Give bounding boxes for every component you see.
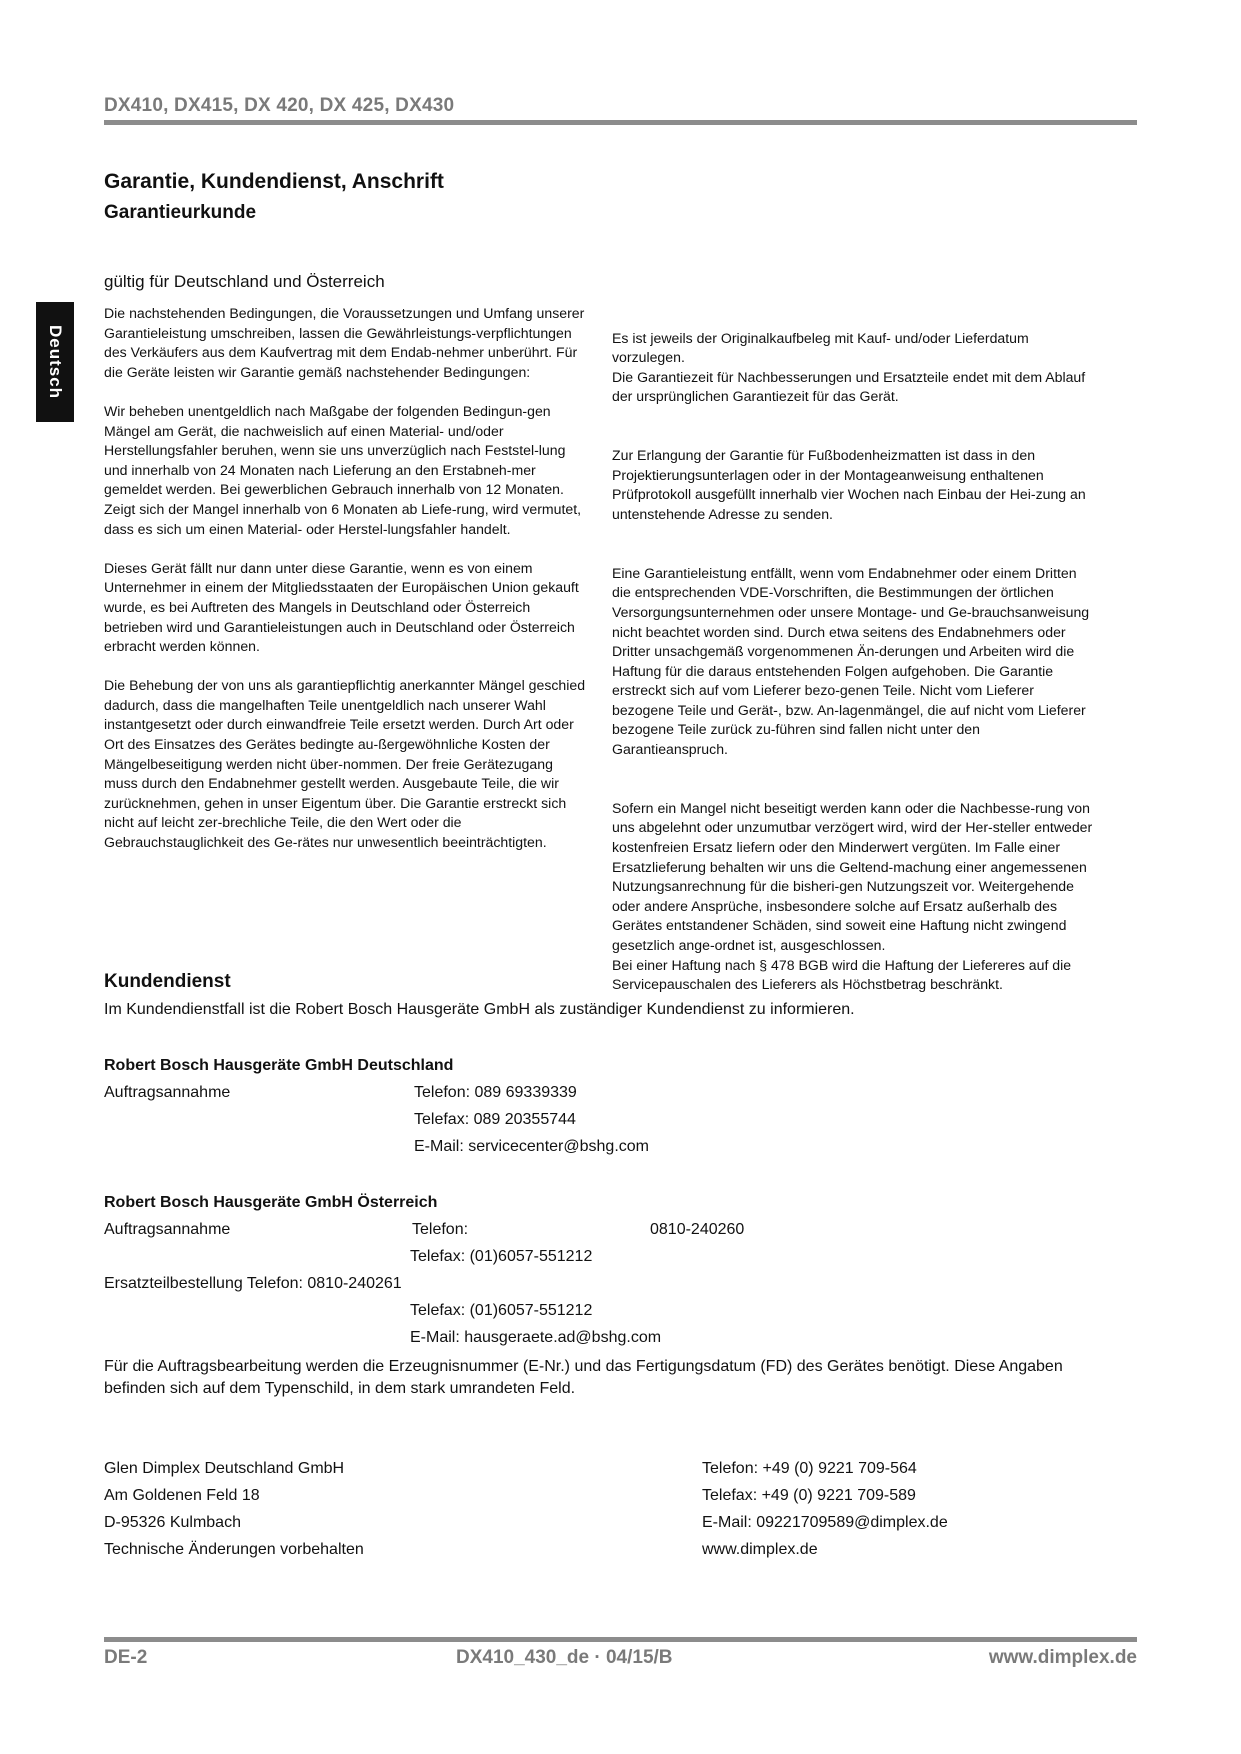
language-side-tab (36, 302, 74, 422)
manufacturer-contact (702, 1455, 948, 1563)
manufacturer-address (104, 1455, 364, 1563)
warranty-paragraph: Eine Garantieleistung entfällt, wenn vom Endabnehmer oder einem Dritten die entsprechenden VDE-Vorschriften, die Bestimmungen der örtlichen Versorgungsunternehmen oder unsere Montage- und Ge-brauchsanweisung nicht beachtet worden sind. Durch etwa seitens des Endabnehmers oder Dritter unsachgemäß vorgenommenen Än-derungen und Arbeiten wird die Haftung für die daraus entstehenden Folgen aufgehoben. Die Garantie erstreckt sich auf vom Lieferer bezo-genen Teile. Nicht vom Lieferer bezogene Teile und Gerät-, bzw. An-lagenmängel, die auf nicht vom Lieferer bezogene Teile zurück zu-führen sind fallen nicht unter den Garantieanspruch. (612, 564, 1090, 758)
bosch-at-phone-label: Telefon: (412, 1221, 469, 1238)
bosch-de-order-label: Auftragsannahme (104, 1084, 231, 1101)
bosch-at-spare-parts: Ersatzteilbestellung Telefon: 0810-240261 (104, 1275, 402, 1292)
type-plate-note: Für die Auftragsbearbeitung werden die Erzeugnisnummer (E-Nr.) und das Fertigungsdatum (FD) des Gerätes benötigt. Diese Angaben befinden sich auf dem Typenschild, in dem stark umrandeten Feld. (104, 1358, 1063, 1397)
language-tab-label: Deutsch (46, 324, 65, 400)
warranty-paragraph: Wir beheben unentgeldlich nach Maßgabe der folgenden Bedingun-gen Mängel am Gerät, die nachweislich auf einen Material- und/oder Herstellungsfahler beruhen, wenn sie uns unverzüglich nach Feststel-lung und innerhalb von 24 Monaten nach Lieferung an den Erstabneh-mer gemeldet werden. Bei gewerblichen Gebrauch innerhalb von 12 Monaten. Zeigt sich der Mangel innerhalb von 6 Monaten ab Liefe-rung, wird vermutet, dass es sich um einen Material- oder Herstel-lungsfahler handelt. (104, 402, 582, 537)
company-city: D-95326 Kulmbach (104, 1514, 241, 1531)
bosch-at-order-label: Auftragsannahme (104, 1221, 231, 1238)
warranty-paragraph: Die nachstehenden Bedingungen, die Voraussetzungen und Umfang unserer Garantieleistung umschreiben, lassen die Gewährleistungs-verpflichtungen des Verkäufers aus dem Kaufvertrag mit dem Endab-nehmer unberührt. Für die Geräte leisten wir Garantie gemäß nachstehender Bedingungen: (104, 305, 585, 380)
footer-page-number: DE-2 (104, 1647, 148, 1668)
company-website: www.dimplex.de (702, 1541, 818, 1558)
warranty-paragraph: Die Behebung der von uns als garantiepflichtig anerkannter Mängel geschied dadurch, dass die mangelhaften Teile unentgeldlich nach unserer Wahl instantgesetzt oder durch einwandfreie Teile ersetzt werden. Durch Art oder Ort des Einsatzes des Gerätes bedingte au-ßergewöhnliche Kosten der Mängelbeseitigung werden nicht über-nommen. Der freie Gerätezugang muss durch den Endabnehmer gestellt werden. Ausgebaute Teile, die wir zurücknehmen, gehen in unser Eigentum über. Die Garantie erstreckt sich nicht auf leicht zer-brechliche Teile, die den Wert oder die Gebrauchstauglichkeit des Ge-rätes nur unwesentlich beeinträchtigten. (104, 677, 586, 851)
section-title: Garantie, Kundendienst, Anschrift (104, 170, 444, 193)
company-name: Glen Dimplex Deutschland GmbH (104, 1460, 345, 1477)
customer-service-section (104, 971, 855, 1019)
bosch-at-name: Robert Bosch Hausgeräte GmbH Österreich (104, 1194, 438, 1211)
company-street: Am Goldenen Feld 18 (104, 1487, 260, 1504)
footer-document-code: DX410_430_de · 04/15/B (456, 1647, 673, 1668)
company-phone: Telefon: +49 (0) 9221 709-564 (702, 1460, 917, 1477)
warranty-left-column (104, 304, 590, 853)
section-subtitle: Garantieurkunde (104, 202, 257, 223)
warranty-paragraph: Es ist jeweils der Originalkaufbeleg mit Kauf- und/oder Lieferdatum vorzulegen. Die Garantiezeit für Nachbesserungen und Ersatzteile endet mit dem Ablauf der ursprünglichen Garantiezeit für das Gerät. (612, 329, 1086, 405)
bosch-de-contact-block (414, 1079, 649, 1160)
document-header-title: DX410, DX415, DX 420, DX 425, DX430 (104, 95, 455, 116)
bosch-at-email: E-Mail: hausgeraete.ad@bshg.com (410, 1329, 662, 1346)
warranty-paragraph: Sofern ein Mangel nicht beseitigt werden kann oder die Nachbesse-rung von uns abgelehnt oder unzumutbar verzögert wird, wird der Her-steller entweder kostenfreien Ersatz liefern oder den Minderwert vergüten. Im Falle einer Ersatzlieferung behalten wir uns die Geltend-machung einer angemessenen Nutzungsanrechnung für die bisheri-gen Nutzungszeit vor. Weitergehende oder andere Ansprüche, insbesondere solche auf Ersatz außerhalb des Gerätes entstandener Schäden, sind soweit eine Haftung nicht zwingend gesetzlich ange-ordnet ist, ausgeschlossen. Bei einer Haftung nach § 478 BGB wird die Haftung der Liefereres auf die Servicepauschalen des Lieferers als Höchstbetrag beschränkt. (612, 799, 1093, 993)
company-email: E-Mail: 09221709589@dimplex.de (702, 1514, 948, 1531)
warranty-right-column (612, 309, 1098, 1014)
section-heading-block (104, 170, 444, 224)
company-fax: Telefax: +49 (0) 9221 709-589 (702, 1487, 916, 1504)
customer-service-text: Im Kundendienstfall ist die Robert Bosch Hausgeräte GmbH als zuständiger Kundendienst zu informieren. (104, 1001, 855, 1018)
bosch-de-name: Robert Bosch Hausgeräte GmbH Deutschland (104, 1057, 454, 1074)
header-divider (104, 120, 1137, 125)
bosch-de-phone: Telefon: 089 69339339 (414, 1084, 577, 1101)
bosch-at-spare-fax: Telefax: (01)6057-551212 (410, 1302, 593, 1319)
bosch-de-fax: Telefax: 089 20355744 (414, 1111, 576, 1128)
customer-service-title: Kundendienst (104, 971, 231, 992)
bosch-at-phone-value: 0810-240260 (650, 1221, 745, 1238)
warranty-paragraph: Dieses Gerät fällt nur dann unter diese Garantie, wenn es von einem Unternehmer in einem der Mitgliedsstaaten der Europäischen Union gekauft wurde, es bei Auftreten des Mangels in Deutschland oder Österreich betrieben wird und Garantieleistungen auch in Deutschland oder Österreich erbracht werden können. (104, 559, 579, 655)
warranty-paragraph: Zur Erlangung der Garantie für Fußbodenheizmatten ist dass in den Projektierungsunterlagen oder in der Montageanweisung enthaltenen Prüfprotokoll ausgefüllt innerhalb vier Wochen nach Einbau der Hei-zung an untenstehende Adresse zu senden. (612, 447, 1086, 522)
bosch-de-email: E-Mail: servicecenter@bshg.com (414, 1138, 649, 1155)
bosch-at-fax: Telefax: (01)6057-551212 (410, 1248, 593, 1265)
validity-intro: gültig für Deutschland und Österreich (104, 272, 385, 291)
technical-changes-notice: Technische Änderungen vorbehalten (104, 1541, 364, 1558)
footer-divider (104, 1637, 1137, 1642)
footer-website: www.dimplex.de (988, 1647, 1137, 1668)
